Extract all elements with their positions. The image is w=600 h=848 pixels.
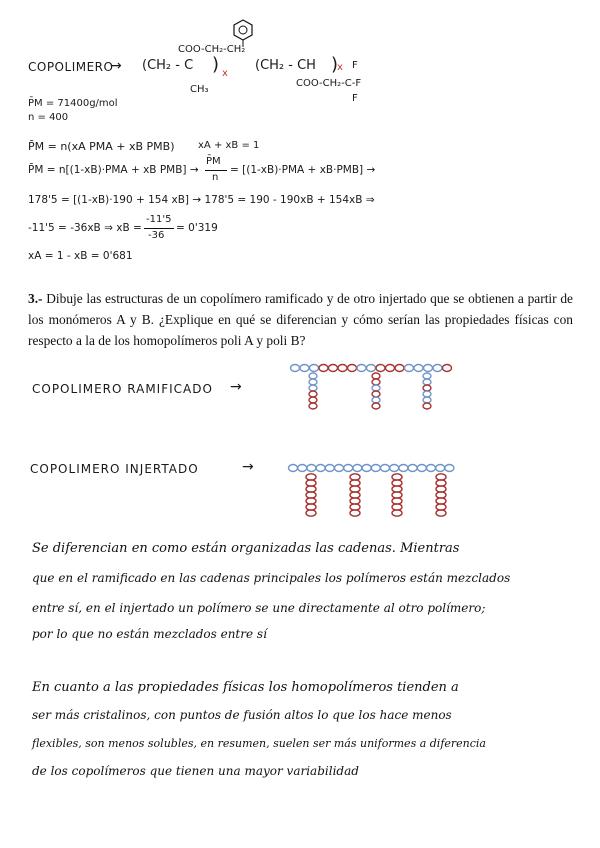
- branch-bead: [309, 397, 317, 403]
- backbone-bead: [445, 465, 454, 472]
- backbone-bead: [307, 465, 316, 472]
- branch-bead: [309, 373, 317, 379]
- unit-b-f-bottom: F: [352, 93, 358, 104]
- answer-line: que en el ramificado en las cadenas principales los polímeros están mezclados: [32, 571, 511, 585]
- pm-value: P̄M = 71400g/mol: [28, 98, 118, 109]
- backbone-bead: [300, 365, 309, 372]
- backbone-bead: [424, 365, 433, 372]
- red-marker-a: x: [222, 68, 228, 79]
- benzene-ring-icon: [232, 18, 254, 48]
- backbone-bead: [386, 365, 395, 372]
- answer-line: En cuanto a las propiedades físicas los homopolímeros tienden a: [32, 680, 459, 695]
- answer-line: Se diferencian en como están organizadas las cadenas. Mientras: [32, 541, 460, 556]
- arrow-icon-ramificado: →: [230, 379, 242, 395]
- question-number: 3.-: [28, 291, 43, 306]
- backbone-bead: [367, 365, 376, 372]
- backbone-bead: [408, 465, 417, 472]
- backbone-bead: [344, 465, 353, 472]
- equation-2-frac-num: P̄M: [206, 156, 221, 167]
- copolimero-title: COPOLIMERO: [28, 60, 114, 74]
- answer-line: flexibles, son menos solubles, en resumen, suelen ser más uniformes a diferencia: [32, 737, 486, 750]
- unit-b-main: (CH₂ - CH: [255, 58, 316, 73]
- backbone-bead: [353, 465, 362, 472]
- backbone-bead: [338, 365, 347, 372]
- branch-bead: [372, 379, 380, 385]
- backbone-bead: [291, 365, 300, 372]
- equation-2-frac-den: n: [212, 172, 219, 183]
- bracket-close-icon: ): [212, 54, 220, 75]
- branch-bead: [372, 373, 380, 379]
- injertado-label: COPOLIMERO INJERTADO: [30, 462, 199, 476]
- answer-line: ser más cristalinos, con puntos de fusión altos lo que los hace menos: [32, 708, 452, 722]
- equation-4-frac-den: -36: [148, 230, 165, 241]
- backbone-bead: [405, 365, 414, 372]
- branch-bead: [309, 379, 317, 385]
- red-marker-b: x: [337, 62, 343, 73]
- branch-bead: [423, 397, 431, 403]
- equation-1: P̄M = n(xA PMA + xB PMB): [28, 140, 175, 153]
- branch-bead: [423, 385, 431, 391]
- equation-4-frac-num: -11'5: [146, 214, 172, 225]
- backbone-bead: [414, 365, 423, 372]
- branch-bead: [309, 385, 317, 391]
- equation-3: 178'5 = [(1-xB)·190 + 154 xB] → 178'5 = 190 - 190xB + 154xB ⇒: [28, 194, 375, 206]
- equation-1-side: xA + xB = 1: [198, 140, 260, 151]
- backbone-bead: [390, 465, 399, 472]
- backbone-bead: [443, 365, 452, 372]
- branch-bead: [309, 391, 317, 397]
- question-body: Dibuje las estructuras de un copolímero ramificado y de otro injertado que se obtienen a partir de los monómeros A y B. ¿Explique en qué se diferencian y cómo serían las propiedades físicas con respecto a la de los homopolímeros poli A y poli B?: [28, 291, 573, 348]
- branch-bead: [423, 379, 431, 385]
- branch-bead: [423, 391, 431, 397]
- answer-line: por lo que no están mezclados entre sí: [32, 627, 267, 641]
- backbone-bead: [427, 465, 436, 472]
- equation-4-left: -11'5 = -36xB ⇒ xB =: [28, 222, 142, 234]
- branched-copolymer-diagram: [285, 360, 460, 415]
- backbone-bead: [399, 465, 408, 472]
- unit-a-main: (CH₂ - C: [142, 58, 194, 73]
- unit-b-bottom: COO-CH₂-C-F: [296, 78, 362, 89]
- ramificado-label: COPOLIMERO RAMIFICADO: [32, 382, 213, 396]
- branch-bead: [372, 391, 380, 397]
- answer-line: entre sí, en el injertado un polímero se une directamente al otro polímero;: [32, 601, 486, 615]
- backbone-bead: [436, 465, 445, 472]
- equation-4-right: = 0'319: [176, 222, 218, 234]
- answer-line: de los copolímeros que tienen una mayor variabilidad: [32, 764, 359, 778]
- backbone-bead: [316, 465, 325, 472]
- backbone-bead: [371, 465, 380, 472]
- bracket-close-icon-b: ): [331, 54, 339, 75]
- backbone-bead: [433, 365, 442, 372]
- graft-copolymer-diagram: [285, 458, 465, 518]
- backbone-bead: [319, 365, 328, 372]
- backbone-bead: [395, 365, 404, 372]
- arrow-icon-injertado: →: [242, 459, 254, 475]
- branch-bead: [309, 403, 317, 409]
- backbone-bead: [289, 465, 298, 472]
- backbone-bead: [348, 365, 357, 372]
- backbone-bead: [310, 365, 319, 372]
- unit-a-bottom: CH₃: [190, 84, 209, 95]
- backbone-bead: [335, 465, 344, 472]
- question-text: [28, 288, 573, 351]
- equation-5: xA = 1 - xB = 0'681: [28, 250, 133, 262]
- equation-2-right: = [(1-xB)·PMA + xB·PMB] →: [230, 164, 376, 176]
- backbone-bead: [381, 465, 390, 472]
- branch-bead: [372, 385, 380, 391]
- backbone-bead: [325, 465, 334, 472]
- backbone-bead: [298, 465, 307, 472]
- arrow-icon: →: [110, 58, 122, 74]
- fraction-bar: [205, 170, 227, 171]
- branch-bead: [372, 403, 380, 409]
- backbone-bead: [362, 465, 371, 472]
- backbone-bead: [376, 365, 385, 372]
- branch-bead: [372, 397, 380, 403]
- backbone-bead: [329, 365, 338, 372]
- equation-2-left: P̄M = n[(1-xB)·PMA + xB PMB] →: [28, 164, 199, 176]
- unit-a-top: COO-CH₂-CH₂: [178, 44, 246, 55]
- backbone-bead: [357, 365, 366, 372]
- branch-bead: [423, 403, 431, 409]
- backbone-bead: [417, 465, 426, 472]
- unit-b-f-top: F: [352, 60, 358, 71]
- fraction-bar-2: [144, 228, 174, 229]
- n-value: n = 400: [28, 112, 69, 123]
- branch-bead: [423, 373, 431, 379]
